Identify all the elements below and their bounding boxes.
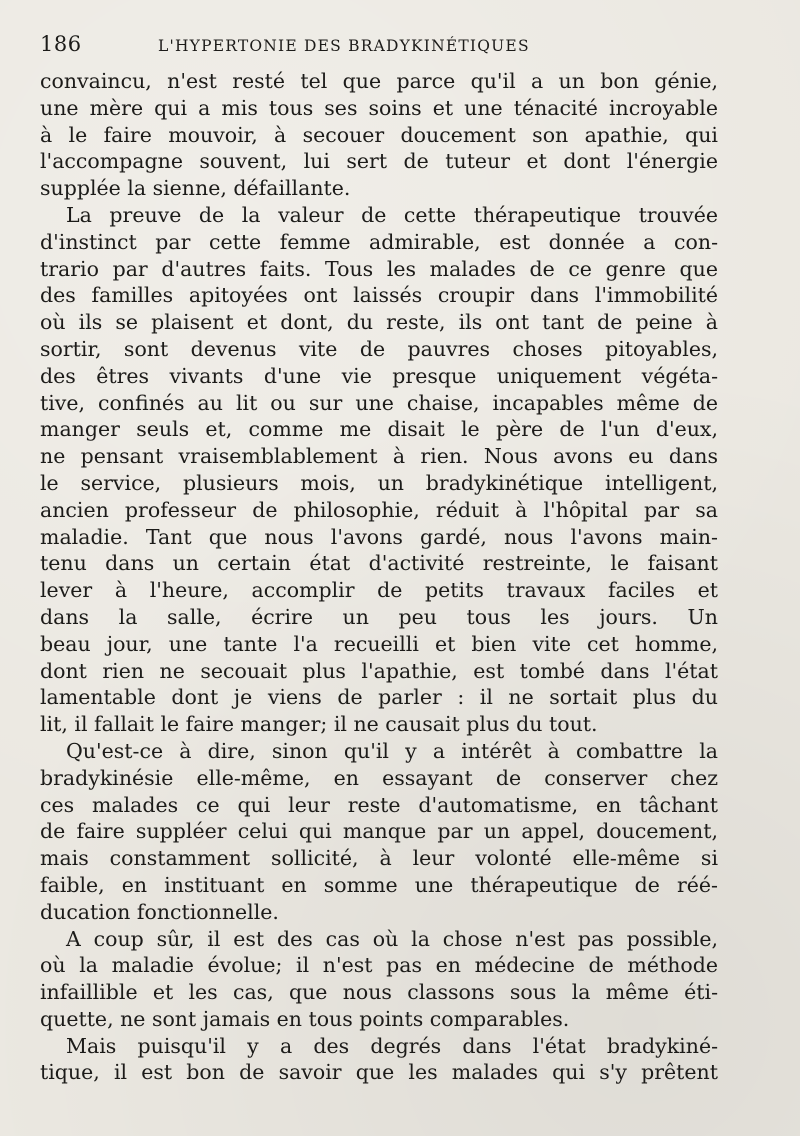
text-line: où ils se plaisent et dont, du reste, ils ont tant de peine à: [40, 310, 718, 335]
paragraph-first-line: Qu'est-ce à dire, sinon qu'il y a intérêt à combattre la: [66, 738, 718, 763]
text-line: tenu dans un certain état d'activité restreinte, le faisant: [40, 551, 718, 576]
text-line: dans la salle, écrire un peu tous les jours. Un: [40, 604, 718, 629]
text-line: des êtres vivants d'une vie presque uniquement végéta-: [40, 363, 718, 388]
running-head: [40, 32, 718, 68]
book-page: [40, 32, 718, 1086]
text-line: ces malades ce qui leur reste d'automatisme, en tâchant: [40, 792, 718, 817]
text-line: de faire suppléer celui qui manque par un appel, doucement,: [40, 819, 718, 844]
text-line: d'instinct par cette femme admirable, est donnée a con-: [40, 229, 718, 254]
body-text: [40, 68, 718, 1086]
text-line: bradykinésie elle-même, en essayant de conserver chez: [40, 765, 718, 790]
paragraph-first-line: Mais puisqu'il y a des degrés dans l'état bradykiné-: [66, 1033, 718, 1058]
text-line: mais constamment sollicité, à leur volonté elle-même si: [40, 846, 718, 871]
paragraph-first-line: La preuve de la valeur de cette thérapeutique trouvée: [66, 202, 718, 227]
text-line: convaincu, n'est resté tel que parce qu'il a un bon génie,: [40, 69, 718, 93]
text-line: supplée la sienne, défaillante.: [40, 176, 351, 201]
text-line: des familles apitoyées ont laissés croupir dans l'immobilité: [40, 283, 718, 308]
text-line: infaillible et les cas, que nous classons sous la même éti-: [40, 980, 718, 1005]
paragraph-first-line: A coup sûr, il est des cas où la chose n'est pas possible,: [66, 926, 718, 951]
text-line: lamentable dont je viens de parler : il ne sortait plus du: [40, 685, 718, 710]
text-line: manger seuls et, comme me disait le père de l'un d'eux,: [40, 417, 718, 442]
text-line: où la maladie évolue; il n'est pas en médecine de méthode: [40, 953, 718, 978]
text-line: à le faire mouvoir, à secouer doucement son apathie, qui: [40, 122, 718, 147]
text-line: le service, plusieurs mois, un bradykinétique intelligent,: [40, 470, 718, 495]
text-line: lit, il fallait le faire manger; il ne causait plus du tout.: [40, 712, 598, 737]
text-line: maladie. Tant que nous l'avons gardé, nous l'avons main-: [40, 524, 718, 549]
page-number: 186: [40, 32, 82, 56]
text-line: beau jour, une tante l'a recueilli et bien vite cet homme,: [40, 631, 718, 656]
text-line: tive, confinés au lit ou sur une chaise, incapables même de: [40, 390, 718, 415]
text-line: ducation fonctionnelle.: [40, 899, 279, 924]
running-title: L'HYPERTONIE DES BRADYKINÉTIQUES: [158, 37, 530, 55]
text-line: dont rien ne secouait plus l'apathie, est tombé dans l'état: [40, 658, 718, 683]
text-line: tique, il est bon de savoir que les malades qui s'y prêtent: [40, 1060, 718, 1085]
text-line: sortir, sont devenus vite de pauvres choses pitoyables,: [40, 336, 718, 361]
text-line: quette, ne sont jamais en tous points comparables.: [40, 1006, 570, 1031]
text-line: lever à l'heure, accomplir de petits travaux faciles et: [40, 578, 718, 603]
text-line: une mère qui a mis tous ses soins et une ténacité incroyable: [40, 95, 718, 120]
text-line: ancien professeur de philosophie, réduit à l'hôpital par sa: [40, 497, 718, 522]
text-line: faible, en instituant en somme une thérapeutique de réé-: [40, 872, 718, 897]
text-line: l'accompagne souvent, lui sert de tuteur et dont l'énergie: [40, 149, 718, 174]
text-line: trario par d'autres faits. Tous les malades de ce genre que: [40, 256, 718, 281]
text-line: ne pensant vraisemblablement à rien. Nous avons eu dans: [40, 444, 718, 469]
